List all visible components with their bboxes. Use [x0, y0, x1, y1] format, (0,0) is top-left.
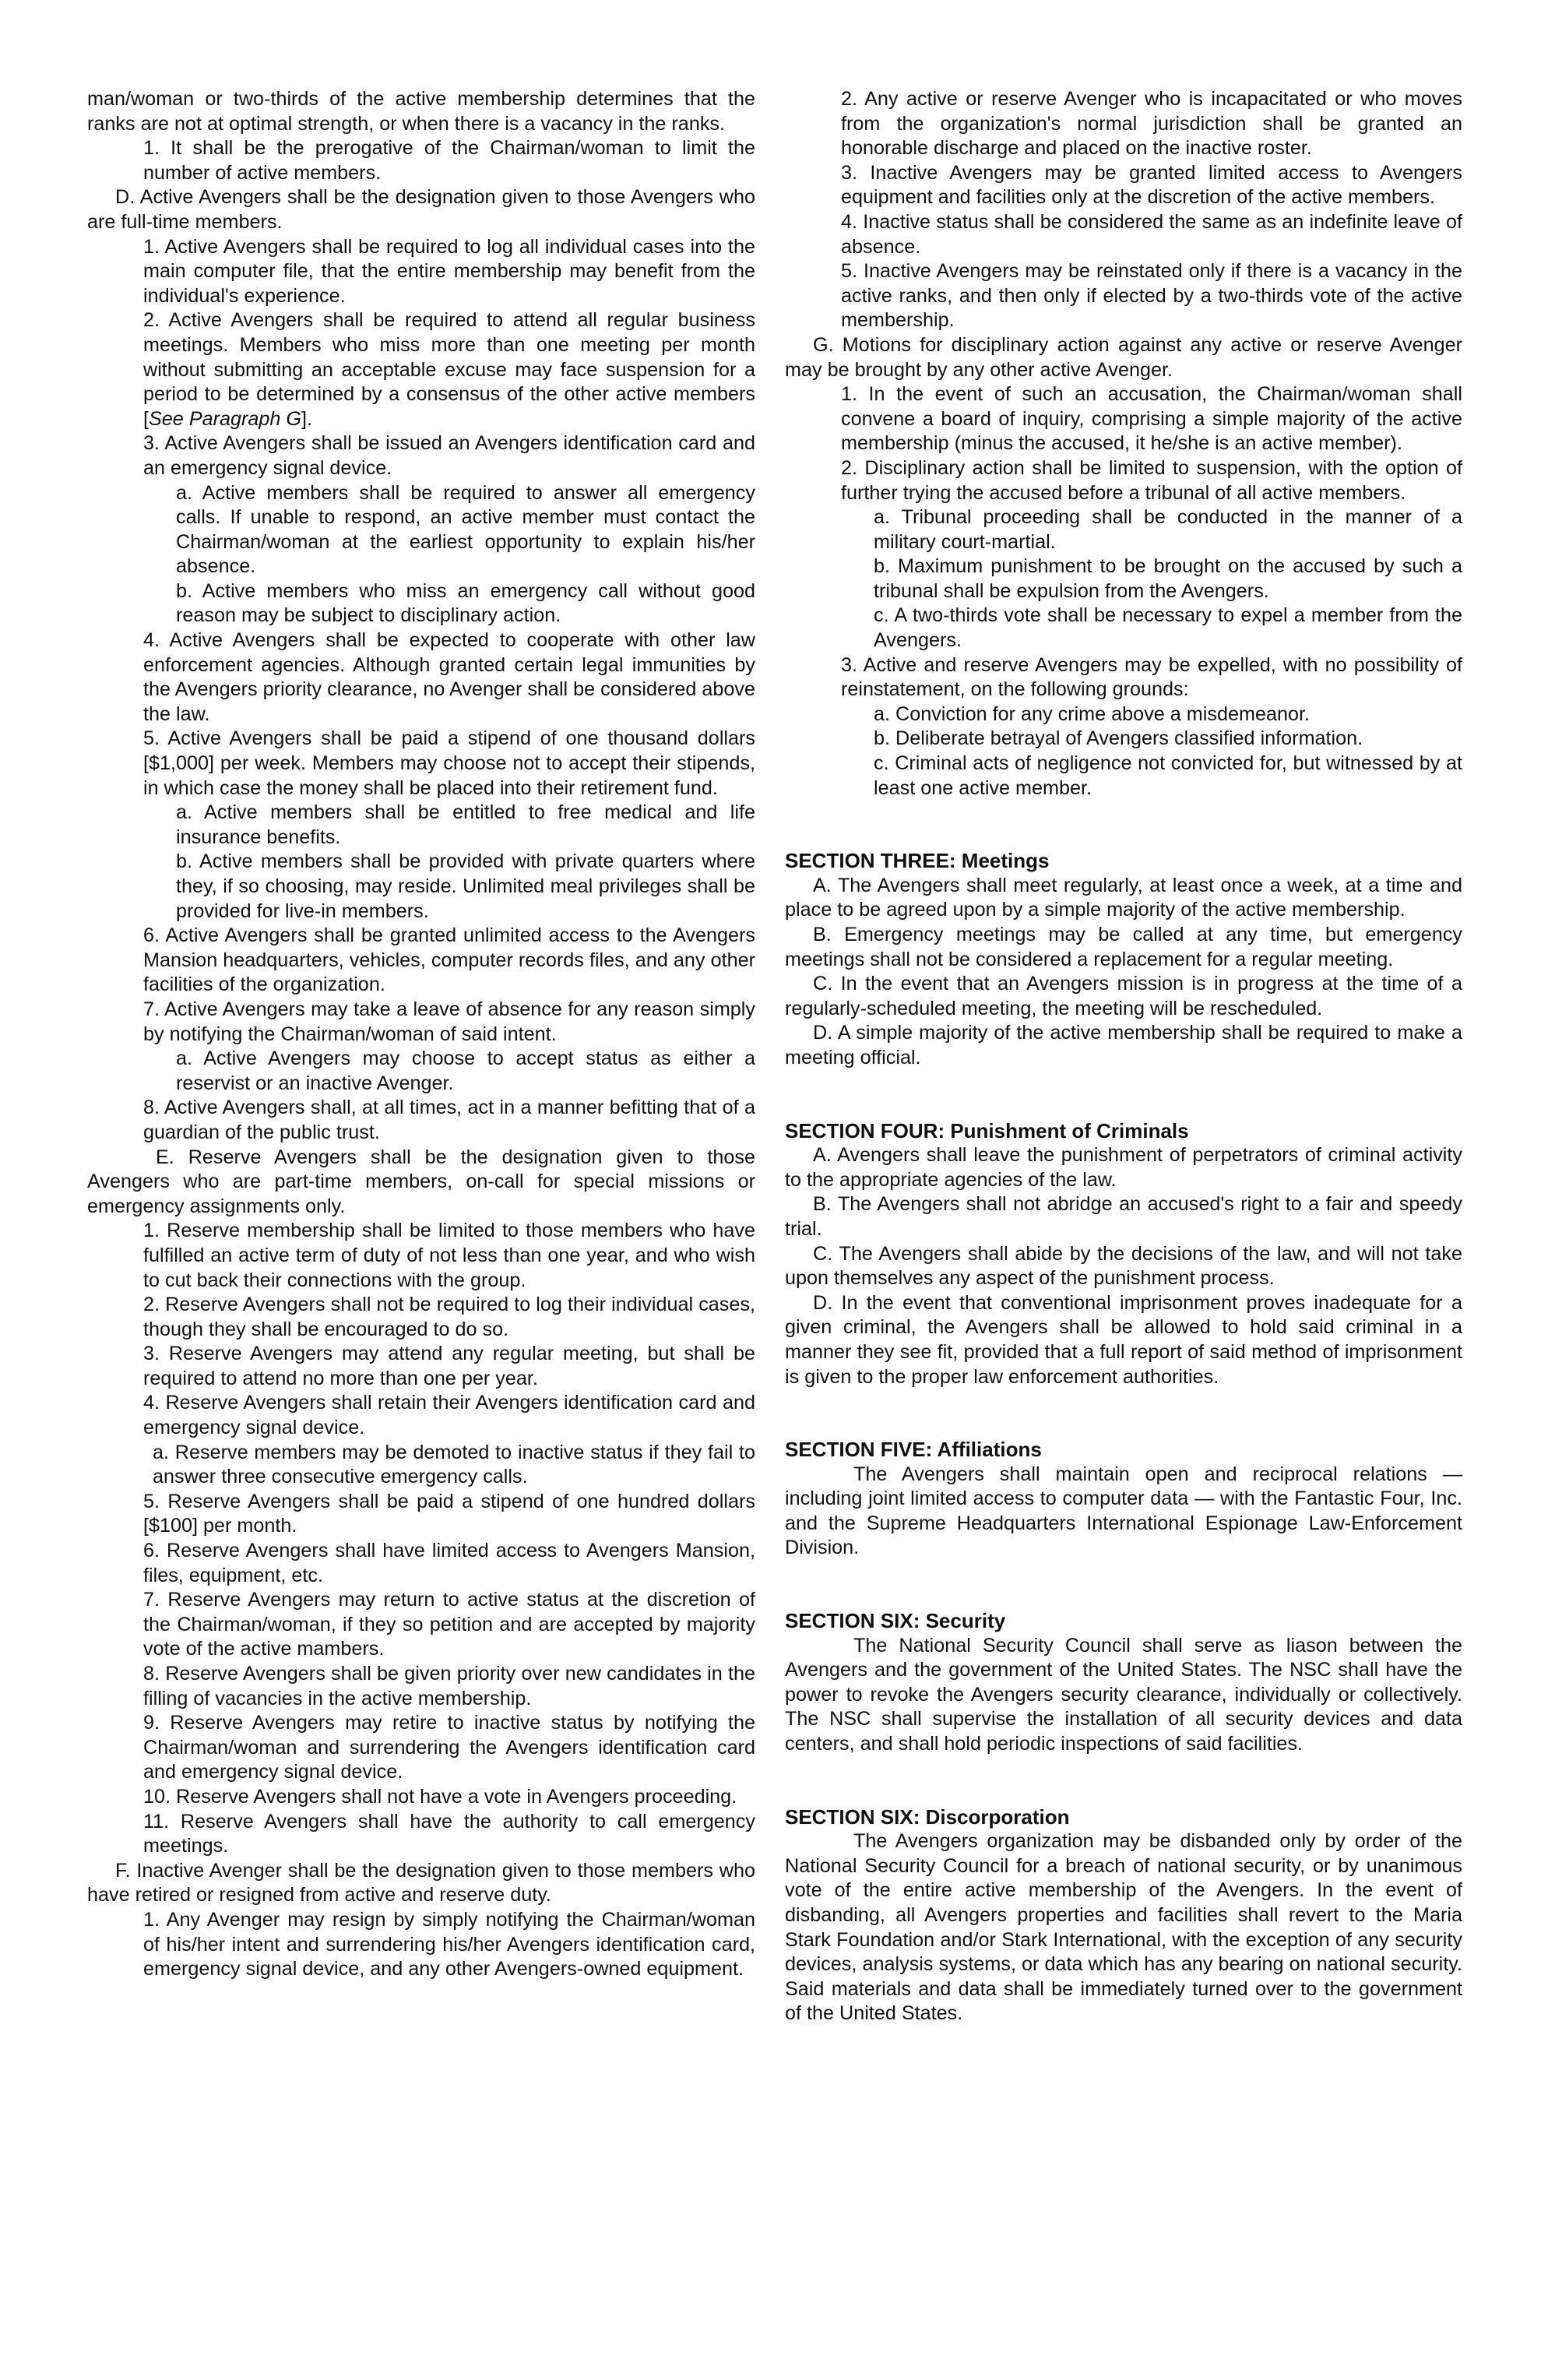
paragraph: 5. Active Avengers shall be paid a stipend of one thousand dollars [$1,000] per week. Members may choose not to accept their stipends, in which case the money shall be placed into their retirement fund. — [143, 727, 755, 799]
paragraph: 10. Reserve Avengers shall not have a vote in Avengers proceeding. — [143, 1785, 737, 1808]
paragraph: 4. Reserve Avengers shall retain their Avengers identification card and emergency signal device. — [143, 1392, 755, 1439]
paragraph: 2. Disciplinary action shall be limited to suspension, with the option of further trying the accused before a tribunal of all active members. — [841, 456, 1462, 504]
paragraph: 1. Active Avengers shall be required to log all individual cases into the main computer file, that the entire membership may benefit from the individual's experience. — [143, 235, 755, 307]
section-spacer — [785, 1389, 1462, 1438]
paragraph: B. The Avengers shall not abridge an accused's right to a fair and speedy trial. — [785, 1193, 1462, 1240]
paragraph: 8. Reserve Avengers shall be given priority over new candidates in the filling of vacancies in the active membership. — [143, 1663, 755, 1709]
paragraph: 8. Active Avengers shall, at all times, act in a manner befitting that of a guardian of the public trust. — [143, 1097, 755, 1143]
paragraph: 2. Active Avengers shall be required to attend all regular business meetings. Members who miss more than one meeting per month without submitting an acceptable excuse may face suspension for a period to be determined by a consensus of the other active members [See Paragraph G]. — [143, 309, 755, 430]
paragraph: b. Deliberate betrayal of Avengers classified information. — [874, 727, 1363, 750]
paragraph: man/woman or two-thirds of the active membership determines that the ranks are not at optimal strength, or when there is a vacancy in the ranks. — [87, 88, 755, 135]
paragraph: E. Reserve Avengers shall be the designation given to those Avengers who are part-time members, on-call for special missions or emergency assignments only. — [87, 1146, 755, 1217]
paragraph: The Avengers organization may be disbanded only by order of the National Security Council for a breach of national security, or by unanimous vote of the entire active membership of the Avengers. In the event of disbanding, all Avengers properties and facilities shall revert to the Maria Stark Foundation and/or Stark International, with the exception of any security devices, analysis systems, or data which has any bearing on national security. Said materials and data shall be immediately turned over to the government of the United States. — [785, 1830, 1462, 2025]
paragraph: a. Active members shall be entitled to free medical and life insurance benefits. — [176, 801, 755, 848]
paragraph: 3. Reserve Avengers may attend any regular meeting, but shall be required to attend no more than one per year. — [143, 1343, 755, 1389]
paragraph: 4. Inactive status shall be considered the same as an indefinite leave of absence. — [841, 210, 1462, 258]
paragraph: 7. Reserve Avengers may return to active status at the discretion of the Chairman/woman, if they so petition and are accepted by majority vote of the active mambers. — [143, 1589, 755, 1660]
paragraph: b. Active members shall be provided with private quarters where they, if so choosing, may reside. Unlimited meal privileges shall be provided for live-in members. — [176, 850, 755, 922]
right-column — [785, 87, 1462, 2026]
paragraph: The Avengers shall maintain open and reciprocal relations — including joint limited access to computer data — with the Fantastic Four, Inc. and the Supreme Headquarters International Espionage Law-Enforcement Division. — [785, 1463, 1462, 1559]
section-spacer — [785, 1561, 1462, 1609]
paragraph: 5. Reserve Avengers shall be paid a stipend of one hundred dollars [$100] per month. — [143, 1490, 755, 1537]
paragraph: 1. In the event of such an accusation, the Chairman/woman shall convene a board of inquiry, comprising a simple majority of the active membership (minus the accused, it he/she is an active member). — [841, 383, 1462, 455]
paragraph: A. Avengers shall leave the punishment of perpetrators of criminal activity to the appropriate agencies of the law. — [785, 1144, 1462, 1191]
paragraph: C. The Avengers shall abide by the decisions of the law, and will not take upon themselves any aspect of the punishment process. — [785, 1242, 1462, 1290]
paragraph: A. The Avengers shall meet regularly, at least once a week, at a time and place to be agreed upon by a simple majority of the active membership. — [785, 874, 1462, 921]
section-spacer — [785, 801, 1462, 849]
paragraph: b. Active members who miss an emergency call without good reason may be subject to disciplinary action. — [176, 579, 755, 627]
paragraph: B. Emergency meetings may be called at any time, but emergency meetings shall not be considered a replacement for a regular meeting. — [785, 924, 1462, 970]
paragraph: 2. Reserve Avengers shall not be required to log their individual cases, though they shall be encouraged to do so. — [143, 1294, 755, 1340]
paragraph: F. Inactive Avenger shall be the designation given to those members who have retired or resigned from active and reserve duty. — [87, 1859, 755, 1906]
paragraph: a. Tribunal proceeding shall be conducted in the manner of a military court-martial. — [874, 506, 1462, 553]
paragraph: 9. Reserve Avengers may retire to inactive status by notifying the Chairman/woman and surrendering the Avengers identification card and emergency signal device. — [143, 1712, 755, 1783]
paragraph: a. Active Avengers may choose to accept status as either a reservist or an inactive Avenger. — [176, 1047, 755, 1094]
paragraph: 7. Active Avengers may take a leave of absence for any reason simply by notifying the Chairman/woman of said intent. — [143, 998, 755, 1045]
paragraph: D. Active Avengers shall be the designation given to those Avengers who are full-time members. — [87, 186, 755, 233]
paragraph: a. Active members shall be required to answer all emergency calls. If unable to respond, an active member must contact the Chairman/woman at the earliest opportunity to explain his/her absence. — [176, 481, 755, 578]
section-heading: SECTION THREE: Meetings — [785, 849, 1050, 873]
section-heading: SECTION SIX: Discorporation — [785, 1804, 1070, 1829]
paragraph: b. Maximum punishment to be brought on the accused by such a tribunal shall be expulsion from the Avengers. — [874, 555, 1462, 602]
paragraph: 4. Active Avengers shall be expected to cooperate with other law enforcement agencies. Although granted certain legal immunities by the Avengers priority clearance, no Avenger shall be considered above the law. — [143, 629, 755, 725]
paragraph: c. Criminal acts of negligence not convicted for, but witnessed by at least one active member. — [874, 752, 1462, 799]
paragraph: a. Reserve members may be demoted to inactive status if they fail to answer three consecutive emergency calls. — [153, 1441, 755, 1488]
paragraph: D. In the event that conventional imprisonment proves inadequate for a given criminal, the Avengers shall be allowed to hold said criminal in a manner they see fit, provided that a full report of said method of imprisonment is given to the proper law enforcement authorities. — [785, 1291, 1462, 1388]
section-spacer — [785, 1757, 1462, 1805]
section-heading: SECTION SIX: Security — [785, 1609, 1006, 1633]
paragraph: 3. Active and reserve Avengers may be expelled, with no possibility of reinstatement, on the following grounds: — [841, 653, 1462, 701]
left-column — [87, 87, 755, 1982]
paragraph: 11. Reserve Avengers shall have the authority to call emergency meetings. — [143, 1810, 755, 1857]
paragraph: 3. Active Avengers shall be issued an Avengers identification card and an emergency signal device. — [143, 432, 755, 479]
paragraph: 1. Any Avenger may resign by simply notifying the Chairman/woman of his/her intent and surrendering his/her Avengers identification card, emergency signal device, and any other Avengers-owned equipment. — [143, 1908, 755, 1980]
paragraph: c. A two-thirds vote shall be necessary to expel a member from the Avengers. — [874, 604, 1462, 652]
paragraph: G. Motions for disciplinary action against any active or reserve Avenger may be brought by any other active Avenger. — [785, 333, 1462, 381]
paragraph: 1. It shall be the prerogative of the Chairman/woman to limit the number of active members. — [143, 137, 755, 184]
paragraph: 5. Inactive Avengers may be reinstated only if there is a vacancy in the active ranks, and then only if elected by a two-thirds vote of the active membership. — [841, 260, 1462, 332]
paragraph: C. In the event that an Avengers mission is in progress at the time of a regularly-scheduled meeting, the meeting will be rescheduled. — [785, 973, 1462, 1019]
section-heading: SECTION FIVE: Affiliations — [785, 1438, 1042, 1462]
paragraph: D. A simple majority of the active membership shall be required to make a meeting official. — [785, 1022, 1462, 1069]
paragraph: 3. Inactive Avengers may be granted limited access to Avengers equipment and facilities only at the discretion of the active members. — [841, 161, 1462, 209]
paragraph: 1. Reserve membership shall be limited to those members who have fulfilled an active term of duty of not less than one year, and who wish to cut back their connections with the group. — [143, 1220, 755, 1291]
paragraph: 6. Reserve Avengers shall have limited access to Avengers Mansion, files, equipment, etc. — [143, 1540, 755, 1586]
paragraph-reference: See Paragraph G — [149, 407, 302, 430]
paragraph: 2. Any active or reserve Avenger who is incapacitated or who moves from the organization's normal jurisdiction shall be granted an honorable discharge and placed on the inactive roster. — [841, 88, 1462, 160]
paragraph: a. Conviction for any crime above a misdemeanor. — [874, 702, 1310, 725]
paragraph: 6. Active Avengers shall be granted unlimited access to the Avengers Mansion headquarters, vehicles, computer records files, and any other facilities of the organization. — [143, 924, 755, 996]
section-spacer — [785, 1071, 1462, 1119]
paragraph: The National Security Council shall serve as liason between the Avengers and the government of the United States. The NSC shall have the power to revoke the Avengers security clearance, individually or collectively. The NSC shall supervise the installation of all security devices and data centers, and shall hold periodic inspections of said facilities. — [785, 1634, 1462, 1755]
section-heading: SECTION FOUR: Punishment of Criminals — [785, 1118, 1189, 1142]
